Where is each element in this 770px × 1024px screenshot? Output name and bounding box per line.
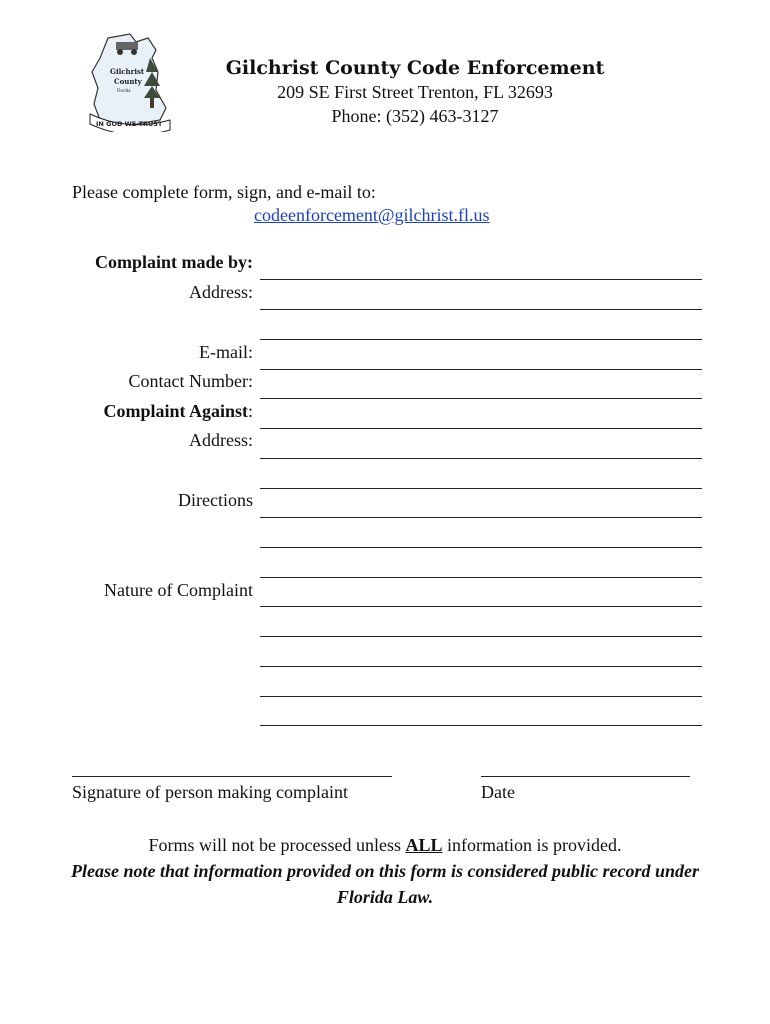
directions-field-2[interactable]	[260, 547, 702, 548]
nature-field-4[interactable]	[260, 696, 702, 697]
respondent-address-field-2[interactable]	[260, 488, 702, 489]
processing-notice	[70, 832, 700, 910]
respondent-address-label: Address:	[189, 430, 253, 450]
date-label: Date	[481, 782, 515, 802]
complaint-made-by-field[interactable]	[260, 279, 702, 280]
complainant-address-field-2[interactable]	[260, 339, 702, 340]
email-field[interactable]	[260, 369, 702, 370]
letterhead	[220, 56, 610, 128]
nature-field-5[interactable]	[260, 725, 702, 726]
nature-field-3[interactable]	[260, 666, 702, 667]
logo-text-line2: County	[114, 77, 142, 86]
contact-number-label: Contact Number:	[128, 371, 253, 391]
nature-field-1[interactable]	[260, 606, 702, 607]
agency-phone: Phone: (352) 463-3127	[331, 106, 499, 126]
complainant-address-field-1[interactable]	[260, 309, 702, 310]
agency-title: Gilchrist County Code Enforcement	[225, 57, 605, 79]
instructions-text: Please complete form, sign, and e-mail to:	[72, 182, 376, 202]
directions-label: Directions	[178, 490, 253, 510]
complaint-against-colon: :	[247, 401, 253, 421]
complainant-address-label: Address:	[189, 282, 253, 302]
email-label: E-mail:	[199, 342, 253, 362]
complaint-against-label	[103, 401, 253, 422]
notice-line1-post: information is provided.	[442, 835, 622, 855]
signature-label: Signature of person making complaint	[72, 782, 348, 802]
county-logo	[86, 28, 176, 132]
complaint-made-by-label: Complaint made by:	[94, 252, 253, 272]
logo-motto: IN GOD WE TRUST	[96, 120, 163, 128]
contact-number-field[interactable]	[260, 398, 702, 399]
complaint-against-field[interactable]	[260, 428, 702, 429]
logo-text-line1: Gilchrist	[110, 67, 145, 76]
date-line[interactable]	[481, 776, 690, 777]
directions-field-1[interactable]	[260, 517, 702, 518]
complaint-against-text: Complaint Against	[103, 401, 248, 421]
agency-address: 209 SE First Street Trenton, FL 32693	[277, 82, 553, 102]
nature-field-2[interactable]	[260, 636, 702, 637]
respondent-address-field-1[interactable]	[260, 458, 702, 459]
nature-of-complaint-label: Nature of Complaint	[104, 580, 253, 600]
logo-text-line3: Florida	[117, 88, 131, 93]
public-record-notice: Please note that information provided on this form is considered public record under Florida Law.	[70, 861, 700, 907]
notice-all-emphasis: ALL	[405, 835, 443, 855]
email-link[interactable]: codeenforcement@gilchrist.fl.us	[254, 205, 490, 225]
signature-line[interactable]	[72, 776, 392, 777]
directions-field-3[interactable]	[260, 577, 702, 578]
notice-line1-pre: Forms will not be processed unless	[148, 835, 406, 855]
